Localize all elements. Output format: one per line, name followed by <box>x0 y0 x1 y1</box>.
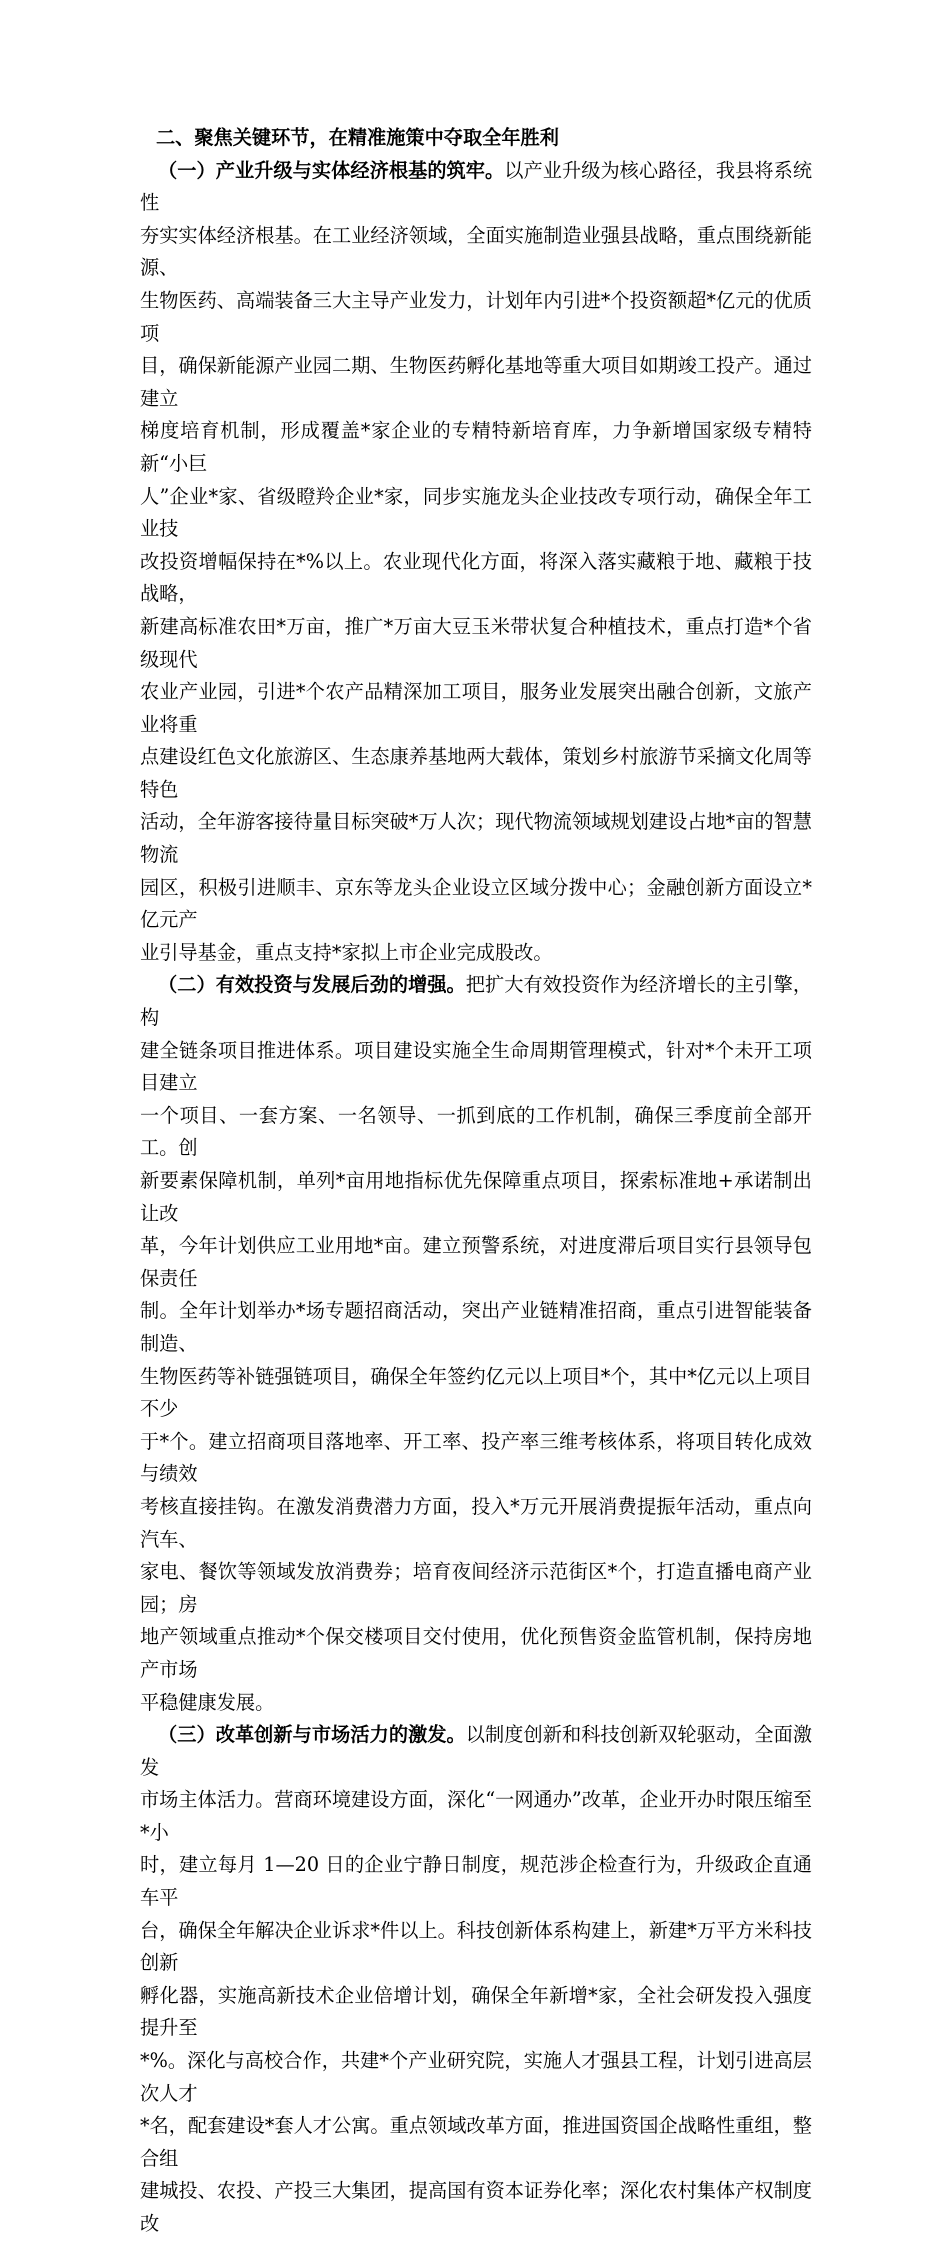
paragraph-line: 新建高标准农田*万亩，推广*万亩大豆玉米带状复合种植技术，重点打造*个省级现代 <box>140 614 812 671</box>
paragraph-line: *%。深化与高校合作，共建*个产业研究院，实施人才强县工程，计划引进高层次人才 <box>140 2049 812 2105</box>
paragraph-line <box>140 155 812 220</box>
paragraph-line: 生物医药等补链强链项目，确保全年签约亿元以上项目*个，其中*亿元以上项目不少 <box>140 1364 812 1421</box>
paragraph-line: 人”企业*家、省级瞪羚企业*家，同步实施龙头企业技改专项行动，确保全年工业技 <box>140 484 812 541</box>
paragraph-line: 考核直接挂钩。在激发消费潜力方面，投入*万元开展消费提振年活动，重点向汽车、 <box>140 1494 812 1551</box>
paragraph-line: 革，今年计划供应工业用地*亩。建立预警系统，对进度滞后项目实行县领导包保责任 <box>140 1234 812 1290</box>
paragraph-line: 梯度培育机制，形成覆盖*家企业的专精特新培育库，力争新增国家级专精特新“小巨 <box>140 419 812 475</box>
paragraph-line <box>140 1719 812 1784</box>
paragraph-line: 平稳健康发展。 <box>140 1690 275 1714</box>
paragraph-line: 农业产业园，引进*个农产品精深加工项目，服务业发展突出融合创新，文旅产业将重 <box>140 680 812 736</box>
paragraph-line: 生物医药、高端装备三大主导产业发力，计划年内引进*个投资额超*亿元的优质项 <box>140 288 812 345</box>
paragraph-line: 目，确保新能源产业园二期、生物医药孵化基地等重大项目如期竣工投产。通过建立 <box>140 354 812 410</box>
subsection-lead: （一）产业升级与实体经济根基的筑牢。 <box>158 158 505 182</box>
paragraph-line: 建城投、农投、产投三大集团，提高国有资本证券化率；深化农村集体产权制度改 <box>140 2179 812 2235</box>
subsection-1 <box>140 155 812 970</box>
paragraph-line: 点建设红色文化旅游区、生态康养基地两大载体，策划乡村旅游节采摘文化周等特色 <box>140 745 812 801</box>
paragraph-line: 业引导基金，重点支持*家拟上市企业完成股改。 <box>140 940 553 964</box>
paragraph-line: 夯实实体经济根基。在工业经济领域，全面实施制造业强县战略，重点围绕新能源、 <box>140 223 812 280</box>
paragraph-line: 市场主体活力。营商环境建设方面，深化“一网通办”改革，企业开办时限压缩至*小 <box>140 1788 812 1844</box>
paragraph-line: 活动，全年游客接待量目标突破*万人次；现代物流领域规划建设占地*亩的智慧物流 <box>140 810 812 867</box>
subsection-lead: （二）有效投资与发展后劲的增强。 <box>158 973 466 997</box>
line-text: 以制度创新和科技创新双轮驱动，全面激发 <box>140 1723 813 1779</box>
paragraph-line <box>140 969 812 1034</box>
paragraph-line: 孵化器，实施高新技术企业倍增计划，确保全年新增*家，全社会研发投入强度提升至 <box>140 1983 812 2040</box>
paragraph-line: 台，确保全年解决企业诉求*件以上。科技创新体系构建上，新建*万平方米科技创新 <box>140 1918 812 1975</box>
paragraph-line: 于*个。建立招商项目落地率、开工率、投产率三维考核体系，将项目转化成效与绩效 <box>140 1429 812 1486</box>
paragraph-line: 制。全年计划举办*场专题招商活动，突出产业链精准招商，重点引进智能装备制造、 <box>140 1299 812 1355</box>
section-heading: 二、聚焦关键环节，在精准施策中夺取全年胜利 <box>156 126 559 149</box>
subsection-2 <box>140 969 812 1719</box>
subsection-3 <box>140 1719 812 2241</box>
paragraph-line: 一个项目、一套方案、一名领导、一抓到底的工作机制，确保三季度前全部开工。创 <box>140 1103 812 1160</box>
line-text: 以产业升级为核心路径，我县将系统性 <box>140 158 813 215</box>
paragraph-line: 建全链条项目推进体系。项目建设实施全生命周期管理模式，针对*个未开工项目建立 <box>140 1038 812 1095</box>
document-body <box>140 122 812 2241</box>
paragraph-line: 时，建立每月 1—20 日的企业宁静日制度，规范涉企检查行为，升级政企直通车平 <box>140 1853 812 1910</box>
paragraph-line: 家电、餐饮等领域发放消费券；培育夜间经济示范街区*个，打造直播电商产业园；房 <box>140 1560 812 1616</box>
subsection-lead: （三）改革创新与市场活力的激发。 <box>158 1723 466 1747</box>
paragraph-line: 园区，积极引进顺丰、京东等龙头企业设立区域分拨中心；金融创新方面设立*亿元产 <box>140 875 812 932</box>
paragraph-line: *名，配套建设*套人才公寓。重点领域改革方面，推进国资国企战略性重组，整合组 <box>140 2114 812 2170</box>
line-text: 把扩大有效投资作为经济增长的主引擎，构 <box>140 973 813 1030</box>
paragraph-line: 改投资增幅保持在*%以上。农业现代化方面，将深入落实藏粮于地、藏粮于技战略， <box>140 549 812 606</box>
paragraph-line: 地产领域重点推动*个保交楼项目交付使用，优化预售资金监管机制，保持房地产市场 <box>140 1625 812 1681</box>
paragraph-line: 新要素保障机制，单列*亩用地指标优先保障重点项目，探索标准地+承诺制出让改 <box>140 1169 812 1225</box>
